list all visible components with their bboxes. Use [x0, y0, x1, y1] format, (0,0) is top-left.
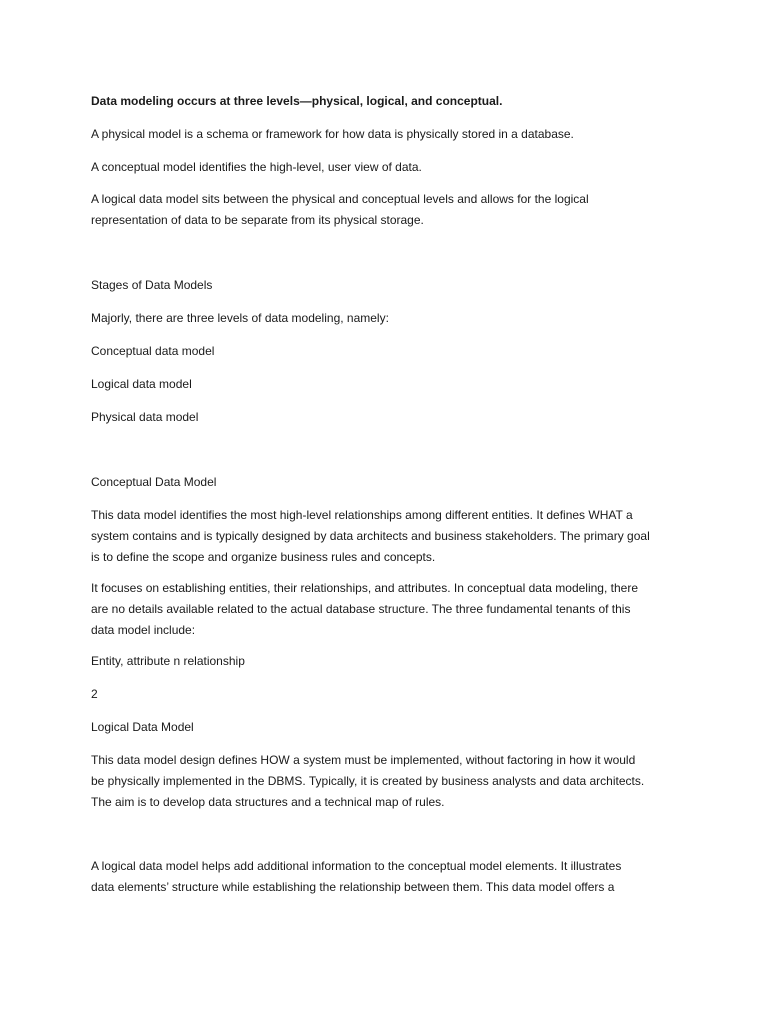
conceptual-paragraph-1-line: system contains and is typically designed by data architects and business stakeholders. The primary goal	[91, 529, 650, 543]
conceptual-paragraph-2-line: data model include:	[91, 623, 196, 637]
stages-intro: Majorly, there are three levels of data modeling, namely:	[91, 311, 389, 325]
logical-paragraph-1-line: be physically implemented in the DBMS. Typically, it is created by business analysts and data architects.	[91, 774, 645, 788]
conceptual-paragraph-1	[91, 505, 691, 568]
logical-definition-line: representation of data to be separate from its physical storage.	[91, 213, 424, 227]
logical-paragraph-1	[91, 750, 691, 813]
logical-paragraph-1-line: This data model design defines HOW a system must be implemented, without factoring in how it would	[91, 753, 636, 767]
physical-definition: A physical model is a schema or framework for how data is physically stored in a database.	[91, 127, 574, 141]
logical-definition	[91, 189, 691, 231]
logical-paragraph-1-line: The aim is to develop data structures and a technical map of rules.	[91, 795, 445, 809]
stages-list-item-logical: Logical data model	[91, 377, 192, 391]
stages-list-item-conceptual: Conceptual data model	[91, 344, 215, 358]
conceptual-section-heading: Conceptual Data Model	[91, 475, 217, 489]
conceptual-paragraph-2	[91, 578, 691, 641]
logical-paragraph-2	[91, 856, 691, 898]
logical-paragraph-2-line: A logical data model helps add additional information to the conceptual model elements. It illustrates	[91, 859, 622, 873]
conceptual-paragraph-2-line: are no details available related to the actual database structure. The three fundamental tenants of this	[91, 602, 631, 616]
logical-definition-line: A logical data model sits between the physical and conceptual levels and allows for the logical	[91, 192, 589, 206]
conceptual-definition: A conceptual model identifies the high-level, user view of data.	[91, 160, 422, 174]
stages-list-item-physical: Physical data model	[91, 410, 199, 424]
intro-heading: Data modeling occurs at three levels—physical, logical, and conceptual.	[91, 94, 503, 108]
logical-paragraph-2-line: data elements’ structure while establishing the relationship between them. This data model offers a	[91, 880, 615, 894]
page-number: 2	[91, 687, 98, 701]
conceptual-paragraph-1-line: is to define the scope and organize business rules and concepts.	[91, 550, 436, 564]
conceptual-paragraph-1-line: This data model identifies the most high-level relationships among different entities. It defines WHAT a	[91, 508, 633, 522]
logical-section-heading: Logical Data Model	[91, 720, 194, 734]
tenants-line: Entity, attribute n relationship	[91, 654, 245, 668]
conceptual-paragraph-2-line: It focuses on establishing entities, their relationships, and attributes. In conceptual data modeling, there	[91, 581, 638, 595]
stages-heading: Stages of Data Models	[91, 278, 213, 292]
